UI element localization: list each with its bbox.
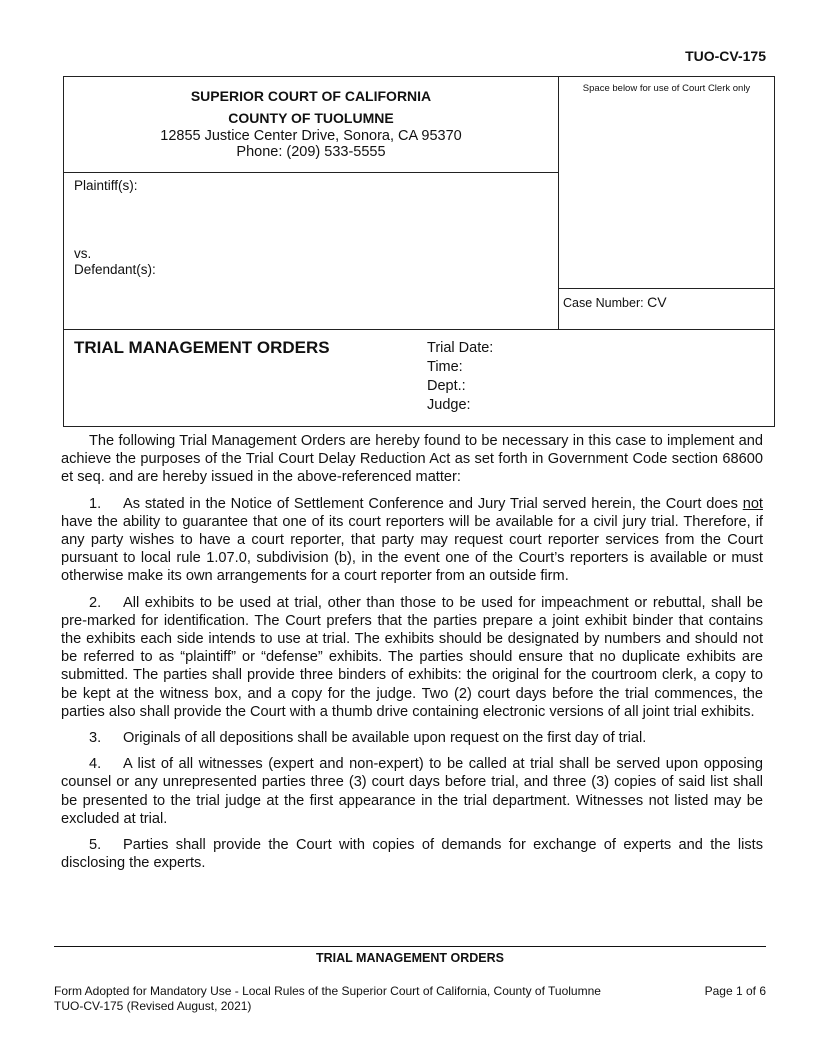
- trial-date-label: Trial Date:: [427, 340, 494, 356]
- footer-revision: TUO-CV-175 (Revised August, 2021): [54, 999, 252, 1013]
- order-paragraph-3: 3. Originals of all depositions shall be available upon request on the first day of trial.: [89, 730, 647, 747]
- dept-label: Dept.:: [427, 378, 466, 394]
- footer-title: TRIAL MANAGEMENT ORDERS: [316, 951, 504, 965]
- paragraph-number: 2.: [89, 594, 102, 611]
- paragraph-number: 1.: [89, 495, 102, 512]
- order-paragraph-1: 1. As stated in the Notice of Settlement Conference and Jury Trial served herein, the Court does not have the ability to guarantee that one of its court reporters will be available for a civil jury trial. Therefore, if any party wishes to have a court reporter, that party may request court reporter services from the Court pursuant to local rule 1.07.0, subdivision (b), in the event one of the Court’s reporters is available or must otherwise make its own arrangements for a court reporter from an outside firm.: [61, 495, 763, 585]
- footer-divider: [54, 946, 766, 947]
- footer-adopted: Form Adopted for Mandatory Use - Local Rules of the Superior Court of California, County of Tuolumne: [54, 984, 601, 998]
- order-title-box: [63, 329, 775, 427]
- order-paragraph-2: 2. All exhibits to be used at trial, other than those to be used for impeachment or rebuttal, shall be pre-marked for identification. The Court prefers that the parties prepare a joint exhibit binder that contains the exhibits each side intends to use at trial. The exhibits should be designated by numbers and should not be referred to as “plaintiff” or “defense” exhibits. The parties should ensure that no duplicate exhibits are submitted. The parties shall provide three binders of exhibits: the original for the courtroom clerk, a copy to be kept at the witness box, and a copy for the judge. Two (2) court days before the trial commences, the parties also shall provide the Court with a thumb drive containing electronic versions of all joint trial exhibits.: [61, 594, 763, 720]
- defendant-label: Defendant(s):: [74, 262, 156, 277]
- court-phone: Phone: (209) 533-5555: [236, 144, 386, 160]
- emphasis-not: not: [742, 495, 763, 512]
- court-address: 12855 Justice Center Drive, Sonora, CA 95370: [160, 128, 462, 144]
- intro-paragraph: The following Trial Management Orders are hereby found to be necessary in this case to implement and achieve the purposes of the Trial Court Delay Reduction Act as set forth in Government Code section 68600 et seq. and are hereby issued in the above-referenced matter:: [61, 433, 763, 486]
- paragraph-number: 5.: [89, 837, 102, 854]
- parties-box: [63, 172, 559, 330]
- clerk-use-box: [558, 76, 775, 289]
- page-number: Page 1 of 6: [704, 984, 766, 998]
- trial-fields: [427, 339, 493, 415]
- order-body: [61, 432, 763, 880]
- plaintiff-label: Plaintiff(s):: [74, 178, 138, 193]
- paragraph-number: 4.: [89, 756, 102, 773]
- case-number-label: Case Number:: [563, 296, 644, 310]
- time-label: Time:: [427, 359, 463, 375]
- judge-label: Judge:: [427, 397, 471, 413]
- vs-label: vs.: [74, 246, 92, 261]
- case-number-prefix: CV: [647, 294, 667, 310]
- clerk-note: Space below for use of Court Clerk only: [582, 83, 751, 94]
- order-paragraph-4: 4. A list of all witnesses (expert and non-expert) to be called at trial shall be served upon opposing counsel or any unrepresented parties three (3) court days before trial, and three (3) copies of said list shall be presented to the trial judge at the first appearance in the trial department. Witnesses not listed may be excluded at trial.: [61, 756, 763, 827]
- footer-form-info: [54, 984, 601, 1014]
- paragraph-number: 3.: [89, 730, 102, 747]
- court-name: SUPERIOR COURT OF CALIFORNIA: [190, 88, 432, 104]
- case-number-box: [558, 288, 775, 330]
- form-number: TUO-CV-175: [685, 48, 766, 64]
- order-paragraph-5: 5. Parties shall provide the Court with copies of demands for exchange of experts and the lists disclosing the experts.: [61, 837, 763, 872]
- order-title: TRIAL MANAGEMENT ORDERS: [74, 338, 330, 357]
- court-county: COUNTY OF TUOLUMNE: [228, 110, 394, 126]
- court-header-box: [63, 76, 559, 173]
